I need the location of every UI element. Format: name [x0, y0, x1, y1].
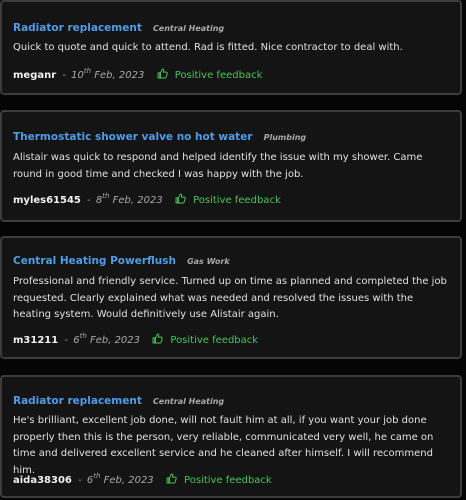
- review-category: Plumbing: [263, 133, 307, 142]
- review-date: [95, 192, 163, 206]
- review-meta: [13, 68, 262, 81]
- reviewer-username[interactable]: m31211: [13, 335, 59, 346]
- review-text: Quick to quote and quick to attend. Rad is fitted. Nice contractor to deal with.: [13, 42, 403, 53]
- review-date-rest: Feb, 2023: [103, 475, 154, 486]
- thumbs-up-icon: [157, 68, 168, 79]
- meta-separator: -: [64, 335, 69, 346]
- review-date-rest: Feb, 2023: [112, 195, 163, 206]
- review-category: Central Heating: [152, 397, 225, 406]
- feedback-label: Positive feedback: [174, 70, 263, 81]
- thumbs-up-icon: [152, 333, 163, 344]
- review-date: [73, 332, 141, 346]
- review-date-day: 6: [86, 475, 94, 486]
- reviewer-username[interactable]: aida38306: [13, 475, 72, 486]
- review-date-rest: Feb, 2023: [94, 70, 145, 81]
- review-date-suffix: th: [102, 192, 110, 200]
- review-date-day: 10: [71, 70, 84, 81]
- review-text: Alistair was quick to respond and helped identify the issue with my shower. Came round in good time and checked I was happy with the job.: [13, 152, 423, 180]
- feedback-label: Positive feedback: [193, 195, 281, 206]
- review-header: [13, 389, 224, 408]
- review-meta: [13, 473, 272, 486]
- review-text: Professional and friendly service. Turned up on time as planned and completed the job requested. Clearly explained what was needed and resolved the issues with the heating system. Would definitively use Alistair again.: [13, 276, 447, 320]
- review-title-link[interactable]: Radiator replacement: [13, 395, 142, 407]
- review-card: [0, 375, 462, 498]
- review-date-suffix: th: [79, 332, 87, 340]
- review-date: [86, 472, 154, 486]
- review-date-day: 8: [95, 195, 103, 206]
- review-text: He's brilliant, excellent job done, will not fault him at all, if you want your job done properly then this is the person, very reliable, communicated very well, he came on time and delivered excellent service and he cleaned after himself. I will recommend him.: [13, 415, 434, 476]
- review-date-suffix: th: [93, 472, 101, 480]
- review-date-day: 6: [73, 335, 80, 346]
- review-category: Central Heating: [152, 24, 225, 33]
- feedback-label: Positive feedback: [184, 475, 272, 486]
- review-title-link[interactable]: Thermostatic shower valve no hot water: [13, 131, 253, 143]
- review-header: [13, 125, 306, 144]
- review-date-rest: Feb, 2023: [89, 335, 141, 346]
- review-date: [71, 67, 145, 81]
- review-card: [0, 0, 462, 95]
- review-meta: [13, 193, 281, 206]
- review-header: [13, 249, 230, 268]
- review-header: [13, 16, 224, 35]
- meta-separator: -: [62, 70, 66, 81]
- feedback-label: Positive feedback: [170, 335, 259, 346]
- meta-separator: -: [87, 195, 91, 206]
- review-title-link[interactable]: Central Heating Powerflush: [13, 255, 176, 267]
- reviewer-username[interactable]: myles61545: [13, 195, 81, 206]
- review-category: Gas Work: [187, 257, 230, 266]
- review-date-suffix: th: [83, 67, 92, 75]
- meta-separator: -: [78, 475, 82, 486]
- review-card: [0, 236, 462, 359]
- review-card: [0, 110, 462, 222]
- reviewer-username[interactable]: meganr: [13, 70, 57, 81]
- thumbs-up-icon: [166, 473, 177, 484]
- review-meta: [13, 333, 258, 346]
- review-title-link[interactable]: Radiator replacement: [13, 22, 142, 34]
- thumbs-up-icon: [175, 193, 186, 204]
